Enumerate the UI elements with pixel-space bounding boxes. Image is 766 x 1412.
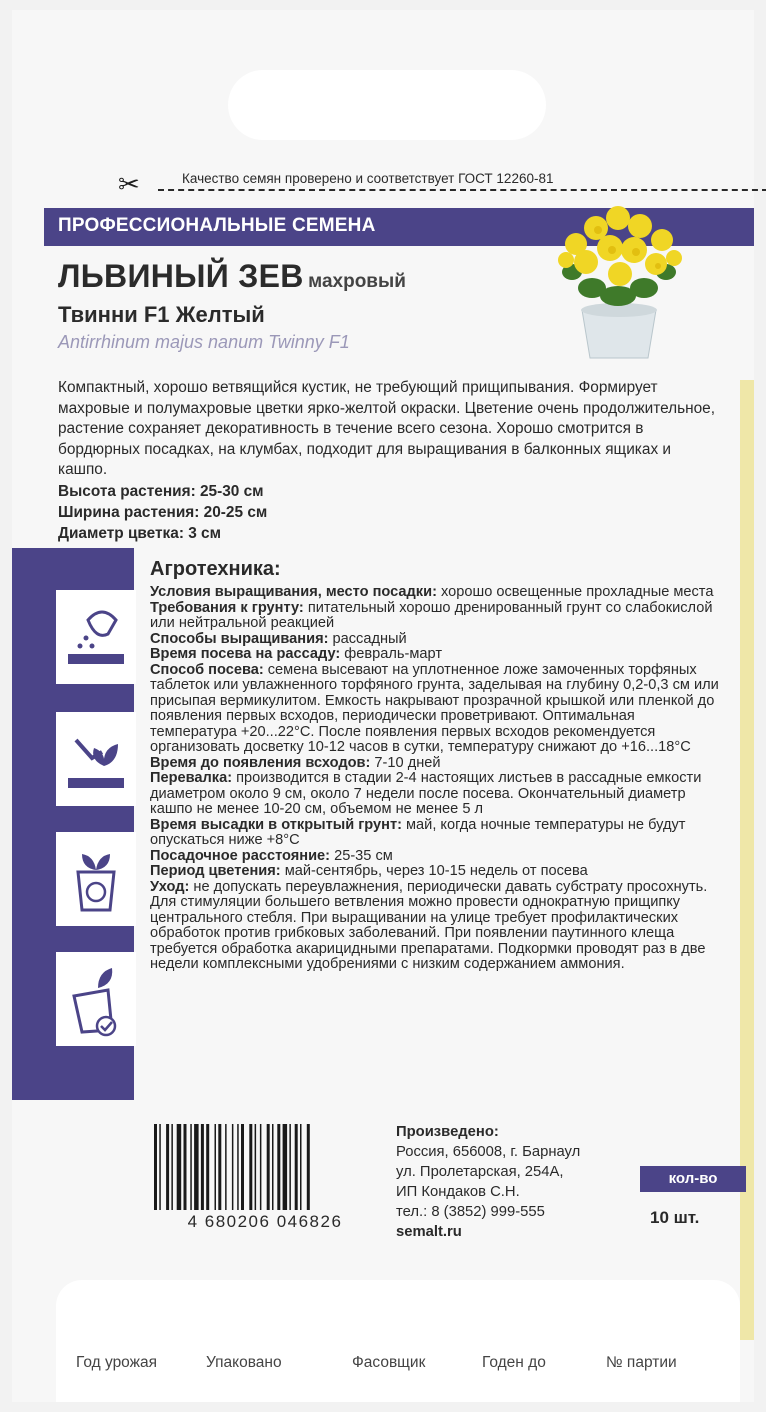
barcode	[150, 1124, 380, 1242]
product-type: махровый	[308, 271, 406, 292]
description-block	[58, 378, 724, 544]
agro-item: Перевалка: производится в стадии 2-4 настоящих листьев в рассадные емкости диаметром около 9 см, около 7 недели после посева. Окончательный диаметр кашпо не менее 10-20 см, объемом не менее 5 л	[150, 770, 702, 817]
producer-line: Россия, 656008, г. Барнаул	[396, 1144, 581, 1160]
agro-item: Период цветения: май-сентябрь, через 10-15 недель от посева	[150, 863, 588, 879]
gost-note: Качество семян проверено и соответствует ГОСТ 12260-81	[178, 171, 557, 186]
cultivar-name: Твинни F1 Желтый	[58, 302, 265, 327]
producer-line: тел.: 8 (3852) 999-555	[396, 1204, 545, 1220]
product-title	[58, 258, 406, 295]
agro-item: Способ посева: семена высевают на уплотненное ложе замоченных торфяных таблеток или увлажненного торфяного грунта, заделывая на глубину 0,2-0,3 см или присыпая вермикулитом. Емкость накрывают прозрачной крышкой или пленкой до появления первых всходов, периодически проветривают. Оптимальная температура +20...22°С. После появления первых всходов рекомендуется организовать досветку 10-12 часов в сутки, температуру снижают до +16...18°С	[150, 661, 719, 755]
seedling-hand-icon	[56, 712, 136, 806]
agro-title: Агротехника:	[150, 558, 281, 580]
agro-item: Посадочное расстояние: 25-35 см	[150, 847, 393, 864]
spec-flower-diameter: Диаметр цветка: 3 см	[58, 524, 221, 542]
producer-line: ИП Кондаков С.Н.	[396, 1184, 520, 1200]
transplant-icon-box	[56, 832, 136, 926]
field-harvest-year: Год урожая	[76, 1354, 158, 1371]
pot-check-icon	[56, 952, 136, 1046]
latin-name: Antirrhinum majus nanum Twinny F1	[58, 332, 350, 352]
quantity-label: кол-во	[640, 1166, 746, 1192]
pot-timer-icon	[56, 832, 136, 926]
producer-site: semalt.ru	[396, 1224, 462, 1240]
product-name: ЛЬВИНЫЙ ЗЕВ	[58, 258, 304, 294]
scissors-icon: ✂	[118, 169, 140, 199]
planting-icon-box	[56, 712, 136, 806]
agrotechnics-block	[150, 558, 720, 973]
barcode-bars	[150, 1124, 380, 1212]
producer-heading: Произведено:	[396, 1124, 499, 1140]
agro-item: Время высадки в открытый грунт: май, когда ночные температуры не будут опускаться ниже +8°С	[150, 816, 686, 848]
sowing-icon-box	[56, 590, 136, 684]
producer-line: ул. Пролетарская, 254А,	[396, 1164, 564, 1180]
description-text: Компактный, хорошо ветвящийся кустик, не требующий прищипывания. Формирует махровые и полумахровые цветки ярко-желтой окраски. Цветение очень продолжительное, растение сохраняет декоративность в течение всего сезона. Хорошо смотрится в бордюрных посадках, на клумбах, подходит для выращивания в балконных ящиках и кашпо.	[58, 379, 716, 478]
field-best-before: Годен до	[482, 1354, 546, 1371]
producer-info	[396, 1122, 580, 1242]
spec-width: Ширина растения: 20-25 см	[58, 503, 268, 521]
quantity-value: 10 шт.	[650, 1208, 700, 1227]
agro-item: Время до появления всходов: 7-10 дней	[150, 754, 441, 771]
seed-sowing-icon	[56, 590, 136, 684]
field-batch-number: № партии	[606, 1354, 677, 1371]
field-packed: Упаковано	[206, 1354, 282, 1371]
footer-panel	[56, 1280, 740, 1402]
hanging-hole	[228, 70, 546, 140]
spec-height: Высота растения: 25-30 см	[58, 482, 264, 500]
agro-item: Условия выращивания, место посадки: хорошо освещенные прохладные места	[150, 584, 714, 600]
barcode-digits: 4 680206 046826	[187, 1212, 343, 1231]
flower-stripe	[740, 380, 754, 1340]
agro-item: Время посева на рассаду: февраль-март	[150, 646, 443, 662]
agro-item: Уход: не допускать переувлажнения, периодически давать субстрату просохнуть. Для стимуляции большего ветвления можно провести однократную прищипку центрального стебля. При выращивании на улице требует профилактических обработок против грибковых заболеваний. При появлении паутинного клеща требуется обработка акарицидными препаратами. Подкормки проводят раз в две недели комплексными удобрениями с низким содержанием аммония.	[150, 878, 708, 972]
flower-pot-image	[552, 200, 686, 360]
field-packer: Фасовщик	[352, 1354, 426, 1371]
agro-item: Требования к грунту: питательный хорошо дренированный грунт со слабокислой или нейтральной реакцией	[150, 599, 713, 631]
care-icon-box	[56, 952, 136, 1046]
cut-line	[118, 169, 658, 199]
agro-item: Способы выращивания: рассадный	[150, 630, 407, 647]
band-title: ПРОФЕССИОНАЛЬНЫЕ СЕМЕНА	[58, 215, 376, 236]
